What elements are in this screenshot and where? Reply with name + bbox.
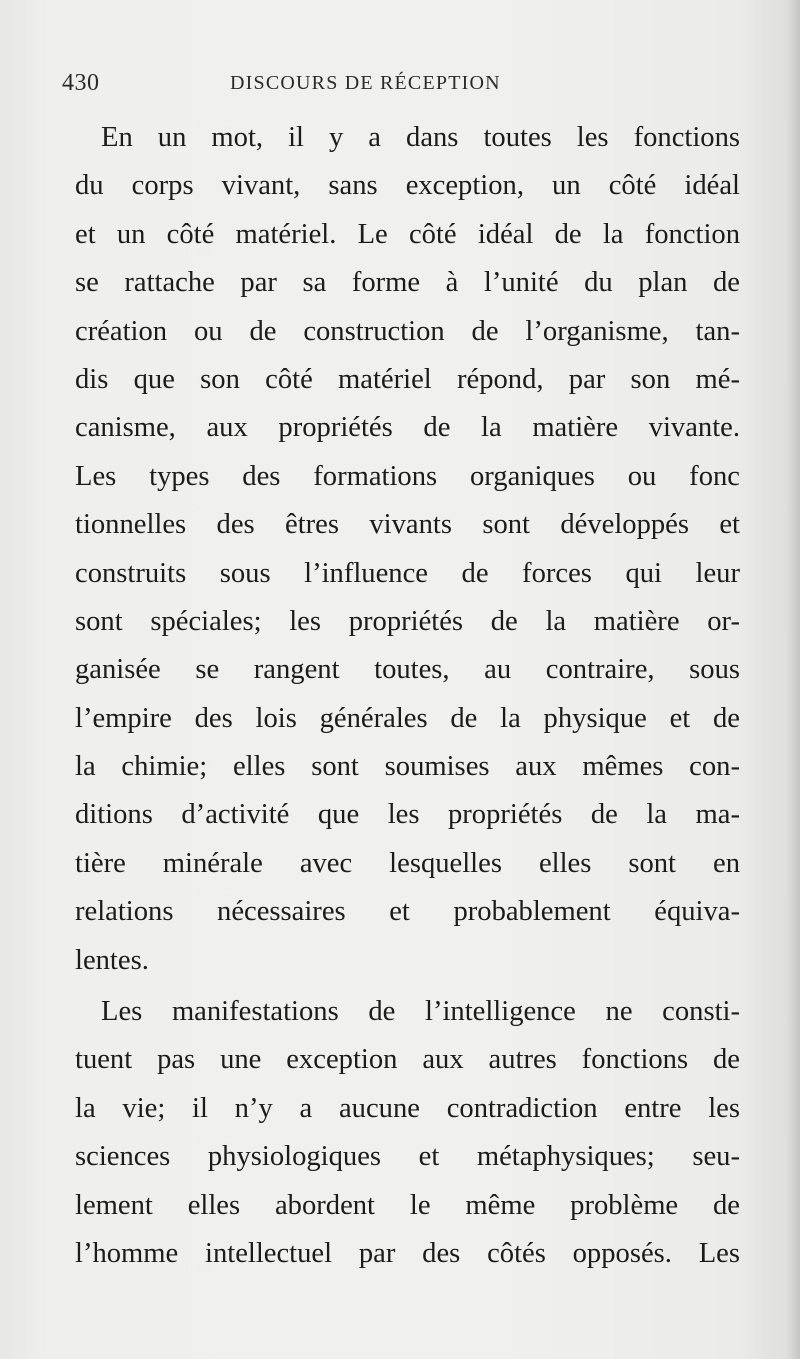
text-line: tionnelles des êtres vivants sont développés et [75, 509, 740, 541]
text-line: l’empire des lois générales de la physique et de [75, 702, 740, 734]
text-line: sciences physiologiques et métaphysiques; seu- [75, 1141, 740, 1173]
text-line: l’homme intellectuel par des côtés opposés. Les [75, 1237, 740, 1269]
text-line: dis que son côté matériel répond, par son mé- [75, 363, 740, 395]
page-header [62, 70, 752, 106]
page-edge-shadow [786, 0, 800, 1359]
text-line: Les types des formations organiques ou fonc [75, 460, 740, 492]
text-line: tière minérale avec lesquelles elles sont en [75, 847, 740, 879]
text-line: construits sous l’influence de forces qui leur [75, 557, 740, 589]
text-line: En un mot, il y a dans toutes les fonctions [101, 122, 740, 153]
text-line: canisme, aux propriétés de la matière vivante. [75, 412, 740, 444]
text-line: et un côté matériel. Le côté idéal de la fonction [75, 218, 740, 250]
text-line: la chimie; elles sont soumises aux mêmes con- [75, 751, 740, 783]
text-line: du corps vivant, sans exception, un côté idéal [75, 170, 740, 202]
running-head: DISCOURS DE RÉCEPTION [230, 72, 501, 94]
text-line: tuent pas une exception aux autres fonctions de [75, 1044, 740, 1076]
text-line: Les manifestations de l’intelligence ne consti- [101, 996, 740, 1028]
body-text [75, 114, 740, 1278]
text-line: relations nécessaires et probablement équiva- [75, 896, 740, 928]
text-line: lentes. [75, 944, 149, 976]
text-line: création ou de construction de l’organisme, tan- [75, 315, 740, 347]
text-line: lement elles abordent le même problème de [75, 1189, 740, 1221]
text-line: sont spéciales; les propriétés de la matière or- [75, 605, 740, 637]
page-number: 430 [62, 70, 100, 96]
text-line: ganisée se rangent toutes, au contraire, sous [75, 654, 740, 686]
text-line: se rattache par sa forme à l’unité du plan de [75, 267, 740, 299]
text-line: la vie; il n’y a aucune contradiction entre les [75, 1092, 740, 1124]
text-line: ditions d’activité que les propriétés de la ma- [75, 799, 740, 831]
